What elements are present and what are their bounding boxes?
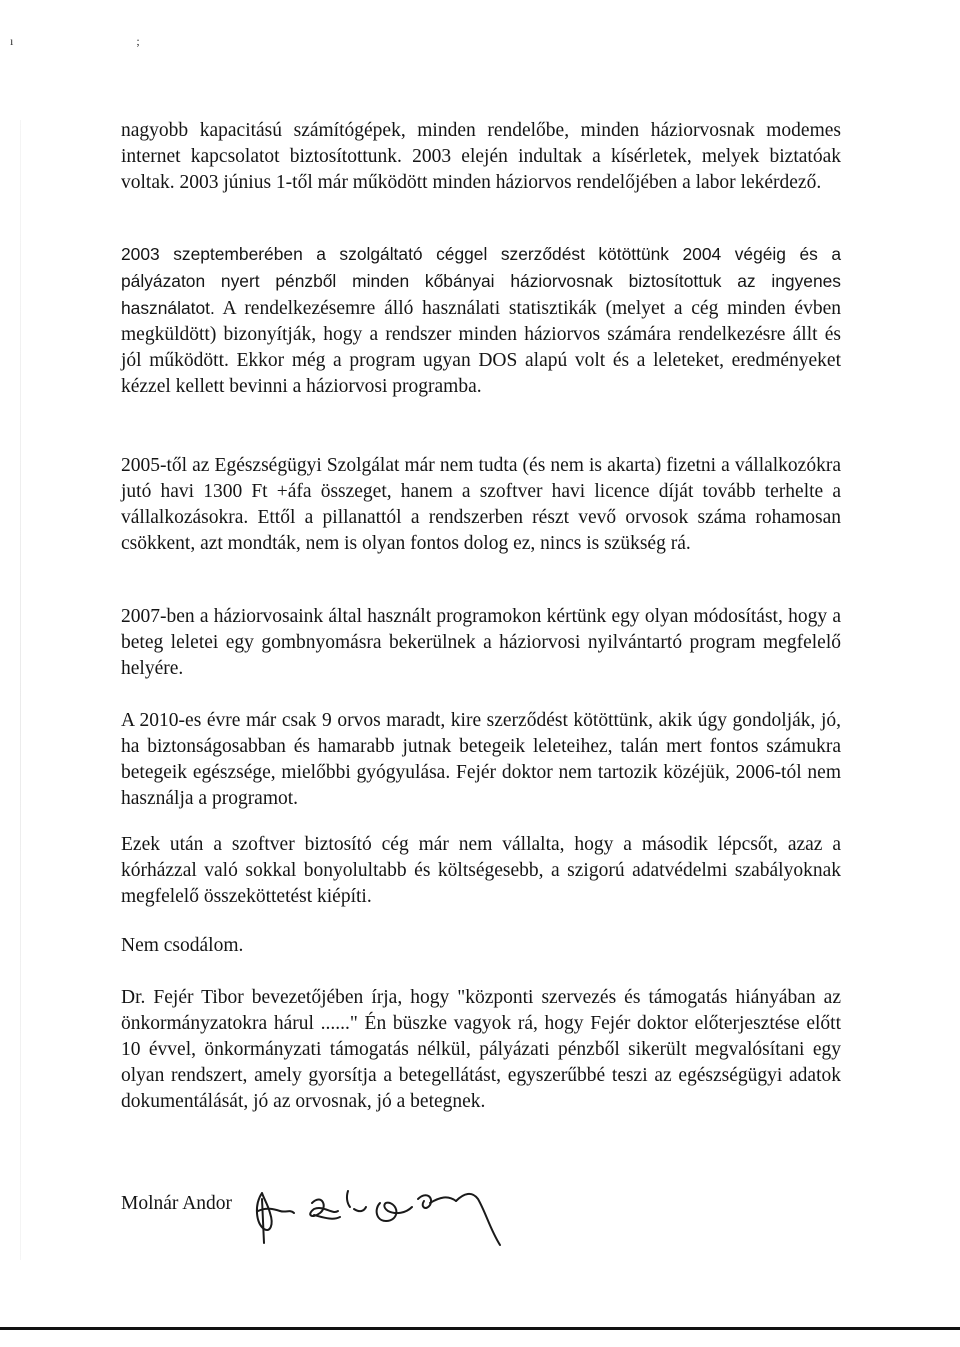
paragraph-7: Nem csodálom. <box>121 935 244 956</box>
paragraph-5: A 2010-es évre már csak 9 orvos maradt, kire szerződést kötöttünk, akik úgy gondolják, jó, ha biztonságosabban és hamarabb jutnak betegeik leleteihez, talán mert fontos számukra betegeik egészsége, mielőbbi gyógyulása. Fejér doktor nem tartozik közéjük, 2006-tól nem használja a programot. <box>121 710 841 809</box>
paragraph-2-serif-part: A rendelkezésemre álló használati statisztikák (melyet a cég minden évben megküldött) bizonyítják, hogy a rendszer minden háziorvos számára rendelkezésre állt és jól működött. Ekkor még a program ugyan DOS alapú volt és a leleteket, eredményeket kézzel kellett bevinni a háziorvosi programba. <box>121 298 841 397</box>
paragraph-4: 2007-ben a háziorvosaink által használt programokon kértünk egy olyan módosítást, hogy a beteg leletei egy gombnyomásra bekerülnek a háziorvosi nyilvántartó program megfelelő helyére. <box>121 606 841 679</box>
scan-edge-shadow <box>20 120 21 1260</box>
signatory-name: Molnár Andor <box>121 1193 233 1214</box>
scan-corner-marks: ı ; <box>10 34 200 48</box>
paragraph-2 <box>121 241 841 400</box>
paragraph-1: nagyobb kapacitású számítógépek, minden rendelőbe, minden háziorvosnak modemes internet kapcsolatot biztosítottunk. 2003 elején indultak a kísérletek, melyek biztatóak voltak. 2003 június 1-től már működött minden háziorvos rendelőjében a labor lekérdező. <box>121 120 841 193</box>
paragraph-2-sans-part: 2003 szeptemberében a szolgáltató céggel szerződést kötöttünk 2004 végéig és a pályázaton nyert pénzből minden kőbányai háziorvosnak biztosítottuk az ingyenes használatot. <box>121 244 841 318</box>
paragraph-3: 2005-től az Egészségügyi Szolgálat már nem tudta (és nem is akarta) fizetni a vállalkozókra jutó havi 1300 Ft +áfa összeget, hanem a szoftver havi licence díját tovább terhelte a vállalkozásokra. Ettől a pillanattól a rendszerben részt vevő orvosok száma rohamosan csökkent, azt mondták, nem is olyan fontos dolog ez, nincs is szükség rá. <box>121 455 841 554</box>
paragraph-8: Dr. Fejér Tibor bevezetőjében írja, hogy "központi szervezés és támogatás hiányában az önkormányzatokra hárul ......" Én büszke vagyok rá, hogy Fejér doktor előterjesztése előtt 10 évvel, önkormányzati támogatás nélkül, pályázati pénzből sikerült megvalósítani egy olyan rendszert, amely gyorsítja a betegellátást, egyszerűbbé teszi az egészségügyi adatok dokumentálását, jó az orvosnak, jó a betegnek. <box>121 987 841 1112</box>
handwritten-signature <box>250 1163 520 1253</box>
paragraph-6: Ezek után a szoftver biztosító cég már nem vállalta, hogy a második lépcsőt, azaz a kórházzal való sokkal bonyolultabb és költségesebb, a szigorú adatvédelmi szabályoknak megfelelő összeköttetést kiépíti. <box>121 834 841 907</box>
bottom-divider <box>0 1327 960 1330</box>
